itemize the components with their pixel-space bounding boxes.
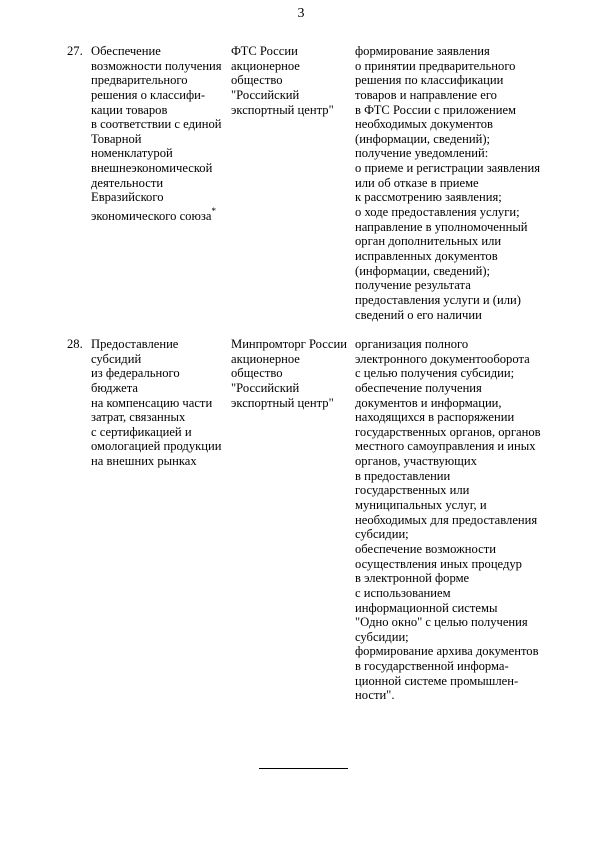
service-line: в соответствии с единой	[91, 117, 222, 132]
agency-cell	[231, 337, 356, 410]
agency-cell	[231, 44, 356, 117]
page-number: 3	[297, 6, 305, 21]
service-line: предварительного	[91, 73, 188, 88]
actions-cell	[355, 44, 555, 322]
action-line: субсидии;	[355, 629, 409, 644]
action-line: с использованием	[355, 585, 451, 600]
agency-line: общество	[231, 73, 283, 88]
action-line: получение уведомлений:	[355, 146, 489, 161]
action-line: осуществления иных процедур	[355, 556, 522, 571]
action-line: в электронной форме	[355, 571, 470, 586]
service-line: на компенсацию части	[91, 395, 213, 410]
service-line: деятельности	[91, 175, 164, 190]
action-line: в ФТС России с приложением	[355, 102, 517, 117]
service-line: омологацией продукции	[91, 439, 222, 454]
service-line: затрат, связанных	[91, 410, 186, 425]
row-number: 27.	[67, 44, 83, 58]
action-line: необходимых для предоставления	[355, 512, 538, 527]
agency-line: "Российский	[231, 380, 300, 395]
action-line: ционной системе промышлен-	[355, 673, 519, 688]
service-line: Евразийского	[91, 190, 164, 205]
row-number: 28.	[67, 337, 83, 351]
action-line: организация полного	[355, 337, 469, 351]
service-line: возможности получения	[91, 58, 222, 73]
action-line: к рассмотрению заявления;	[355, 190, 502, 205]
action-line: документов и информации,	[355, 395, 502, 410]
service-line: Обеспечение	[91, 44, 161, 58]
service-line: экономического союза*	[91, 206, 216, 224]
action-line: исправленных документов	[355, 248, 498, 263]
service-line: Предоставление	[91, 337, 179, 351]
agency-line: ФТС России	[231, 44, 298, 58]
action-line: электронного документооборота	[355, 351, 530, 366]
action-line: государственных органов, органов	[355, 424, 541, 439]
action-line: органов, участвующих	[355, 454, 477, 469]
agency-line: экспортный центр"	[231, 395, 334, 410]
action-line: решения по классификации	[355, 73, 504, 88]
action-line: направление в уполномоченный	[355, 219, 528, 234]
service-line: решения о классифи-	[91, 87, 206, 102]
action-line: сведений о его наличии	[355, 307, 482, 322]
action-line: обеспечение получения	[355, 380, 482, 395]
action-line: с целью получения субсидии;	[355, 366, 515, 381]
action-line: формирование архива документов	[355, 644, 539, 659]
footer-rule	[259, 768, 348, 769]
action-line: или об отказе в приеме	[355, 175, 479, 190]
agency-line: экспортный центр"	[231, 102, 334, 117]
service-line: внешнеэкономической	[91, 161, 213, 176]
service-name-cell	[91, 44, 231, 224]
agency-line: общество	[231, 366, 283, 381]
action-line: необходимых документов	[355, 117, 493, 132]
footnote-mark: *	[211, 206, 216, 217]
service-line: бюджета	[91, 380, 138, 395]
action-line: обеспечение возможности	[355, 541, 496, 556]
service-line: номенклатурой	[91, 146, 173, 161]
action-line: формирование заявления	[355, 44, 490, 58]
action-line: о приеме и регистрации заявления	[355, 161, 540, 176]
action-line: орган дополнительных или	[355, 234, 502, 249]
action-line: государственных или	[355, 483, 470, 498]
actions-cell	[355, 337, 555, 703]
action-line: информационной системы	[355, 600, 498, 615]
agency-line: акционерное	[231, 58, 300, 73]
action-line: получение результата	[355, 278, 471, 293]
action-line: о ходе предоставления услуги;	[355, 205, 520, 220]
action-line: предоставления услуги и (или)	[355, 292, 521, 307]
action-line: ности".	[355, 688, 395, 703]
agency-line: "Российский	[231, 87, 300, 102]
service-line: Товарной	[91, 131, 142, 146]
action-line: "Одно окно" с целью получения	[355, 615, 528, 630]
action-line: товаров и направление его	[355, 87, 497, 102]
action-line: субсидии;	[355, 527, 409, 542]
service-line: кации товаров	[91, 102, 168, 117]
service-line: с сертификацией и	[91, 424, 192, 439]
action-line: находящихся в распоряжении	[355, 410, 515, 425]
service-name-cell	[91, 337, 231, 469]
agency-line: Минпромторг России	[231, 337, 347, 351]
action-line: муниципальных услуг, и	[355, 498, 487, 513]
action-line: в предоставлении	[355, 468, 451, 483]
service-line: на внешних рынках	[91, 454, 197, 469]
service-line: субсидий	[91, 351, 142, 366]
service-line: из федерального	[91, 366, 180, 381]
action-line: местного самоуправления и иных	[355, 439, 536, 454]
action-line: (информации, сведений);	[355, 263, 491, 278]
action-line: в государственной информа-	[355, 659, 509, 674]
action-line: (информации, сведений);	[355, 131, 491, 146]
action-line: о принятии предварительного	[355, 58, 516, 73]
agency-line: акционерное	[231, 351, 300, 366]
